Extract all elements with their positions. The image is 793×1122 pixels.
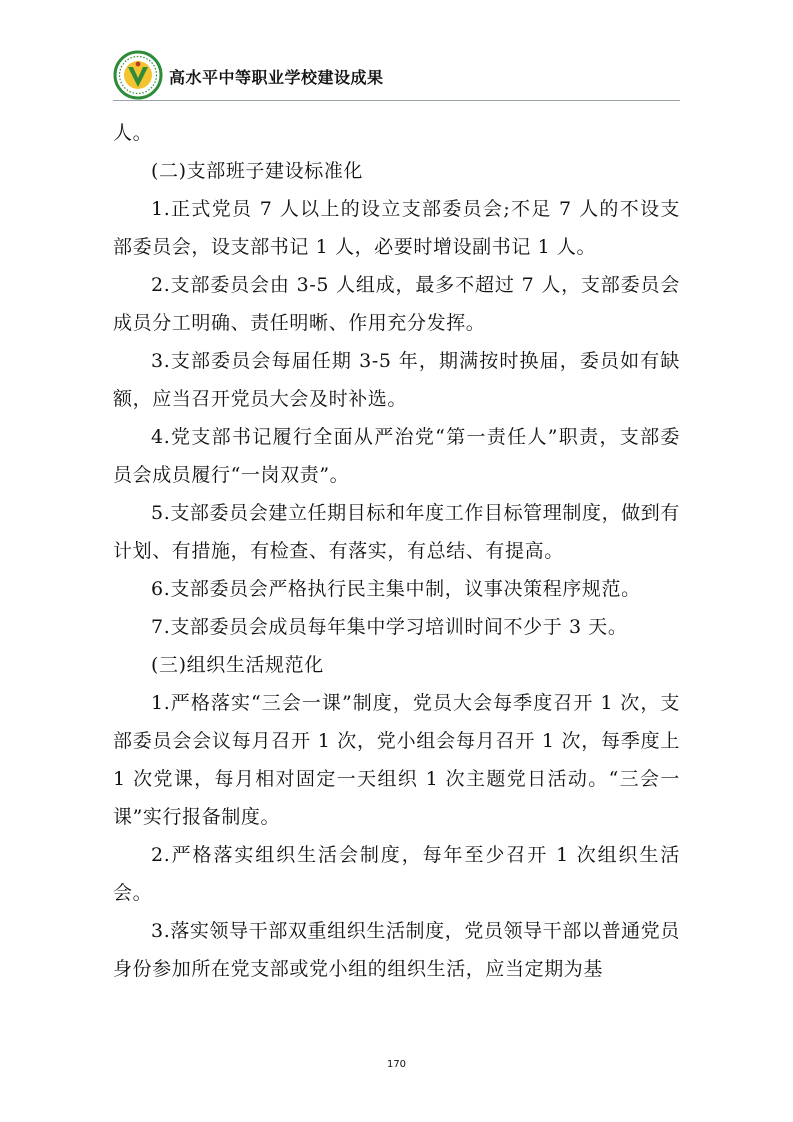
paragraph: 3.支部委员会每届任期 3-5 年，期满按时换届，委员如有缺额，应当召开党员大会及时补选。 [113, 350, 680, 410]
paragraph: 1.正式党员 7 人以上的设立支部委员会;不足 7 人的不设支部委员会，设支部书记 1 人，必要时增设副书记 1 人。 [113, 198, 680, 258]
section-heading-3: (三)组织生活规范化 [151, 654, 324, 676]
paragraph: 6.支部委员会严格执行民主集中制，议事决策程序规范。 [151, 578, 641, 600]
paragraph: 4.党支部书记履行全面从严治党“第一责任人”职责，支部委员会成员履行“一岗双责”。 [113, 426, 680, 486]
paragraph: 3.落实领导干部双重组织生活制度，党员领导干部以普通党员身份参加所在党支部或党小组的组织生活，应当定期为基 [113, 920, 680, 980]
page-number: 170 [386, 1059, 407, 1070]
document-body [113, 114, 680, 988]
header-divider [113, 100, 680, 101]
paragraph: 5.支部委员会建立任期目标和年度工作目标管理制度，做到有计划、有措施，有检查、有落实，有总结、有提高。 [113, 502, 680, 562]
header-title: 高水平中等职业学校建设成果 [169, 68, 384, 87]
school-logo-icon [113, 50, 163, 100]
paragraph: 2.支部委员会由 3-5 人组成，最多不超过 7 人，支部委员会成员分工明确、责任明晰、作用充分发挥。 [113, 274, 680, 334]
paragraph: 7.支部委员会成员每年集中学习培训时间不少于 3 天。 [151, 616, 628, 638]
paragraph: 2.严格落实组织生活会制度，每年至少召开 1 次组织生活会。 [113, 844, 680, 904]
page-header [113, 50, 680, 100]
paragraph: 1.严格落实“三会一课”制度，党员大会每季度召开 1 次，支部委员会会议每月召开 1 次，党小组会每月召开 1 次，每季度上 1 次党课，每月相对固定一天组织 1 次主题党日活动。“三会一课”实行报备制度。 [113, 692, 680, 828]
section-heading-2: (二)支部班子建设标准化 [151, 160, 364, 182]
paragraph-continuation: 人。 [113, 122, 153, 144]
